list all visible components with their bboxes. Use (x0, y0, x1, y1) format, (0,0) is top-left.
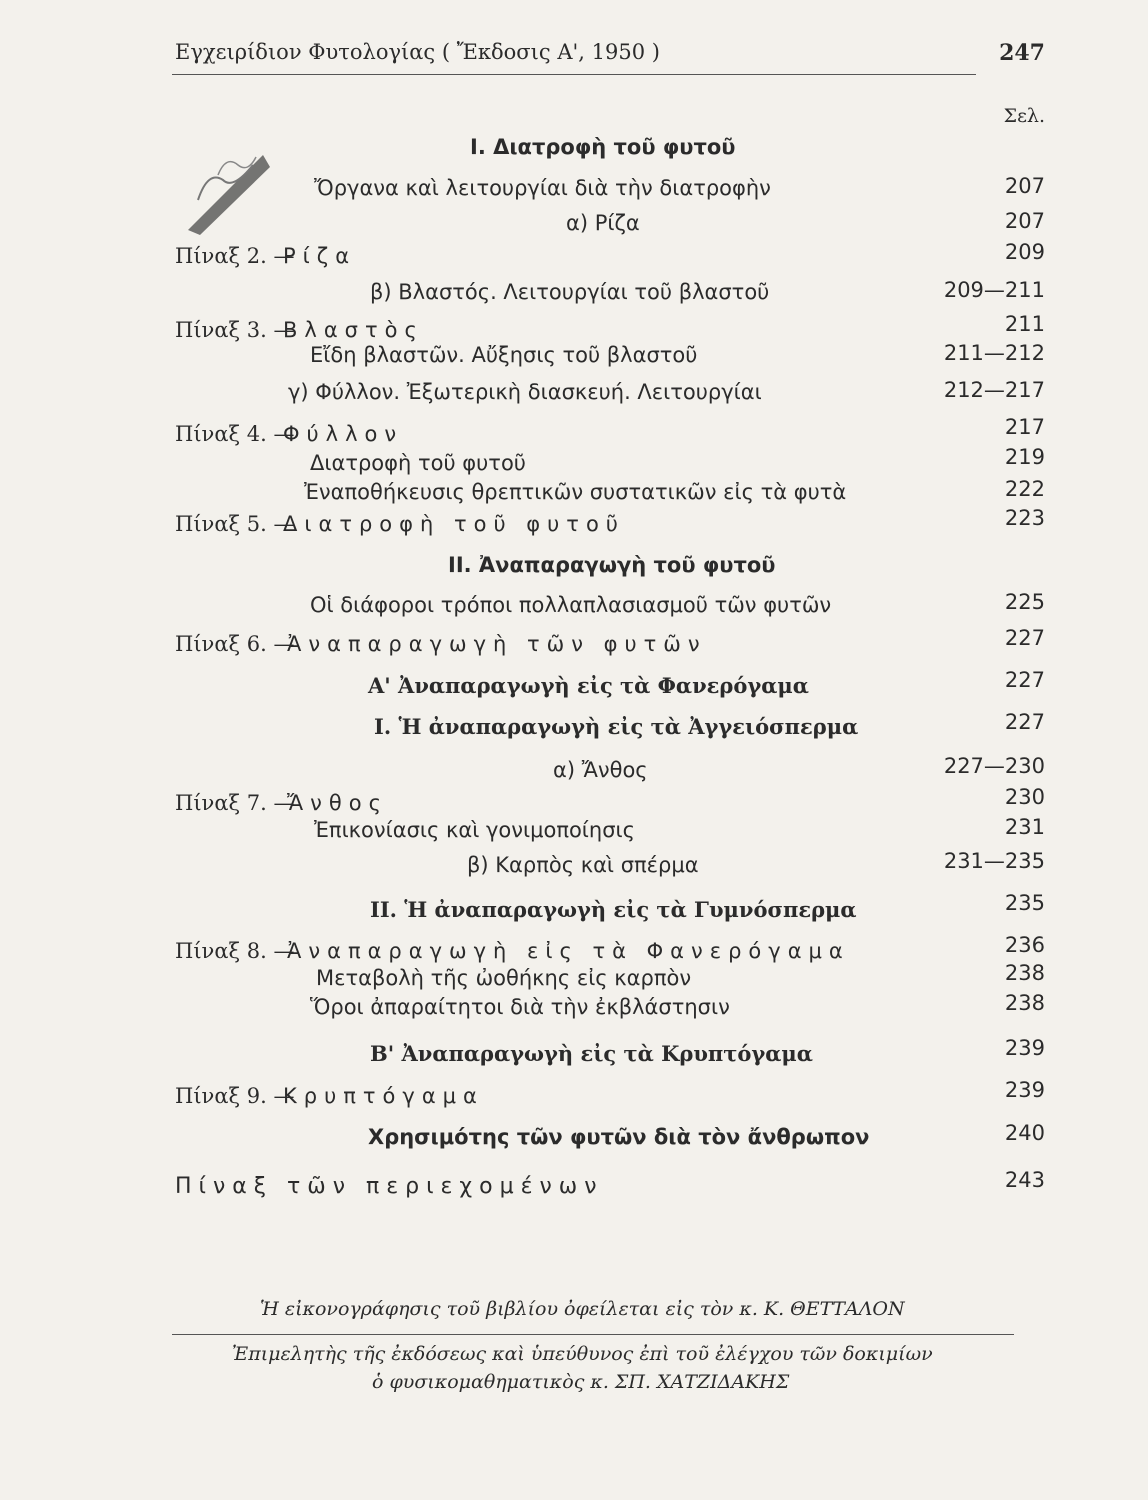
toc-page: 207 (1004, 209, 1045, 233)
toc-page: 209 (1004, 240, 1045, 264)
table-title: Φύλλον (283, 422, 404, 446)
toc-entry: Ἐναποθήκευσις θρεπτικῶν συστατικῶν εἰς τὰ φυτὰ (304, 480, 847, 504)
table-label: Πίναξ 7. — (175, 791, 295, 815)
toc-page: 211—212 (943, 341, 1045, 365)
toc-page: 239 (1004, 1078, 1045, 1102)
toc-page: 239 (1004, 1036, 1045, 1060)
table-title: Ἄνθος (287, 791, 388, 815)
toc-entry: Ὄργανα καὶ λειτουργίαι διὰ τὴν διατροφὴν (314, 176, 771, 200)
toc-page: 225 (1004, 590, 1045, 614)
toc-page: 236 (1004, 933, 1045, 957)
subsection-heading: ΙΙ. Ἡ ἀναπαραγωγὴ εἰς τὰ Γυμνόσπερμα (370, 897, 857, 922)
toc-entry: Ὅροι ἀπαραίτητοι διὰ τὴν ἐκβλάστησιν (310, 995, 730, 1019)
header-rule (172, 74, 976, 75)
toc-entry: Οἱ διάφοροι τρόποι πολλαπλασιασμοῦ τῶν φυτῶν (310, 593, 832, 617)
table-label: Πίναξ 6. — (175, 632, 295, 656)
subsection-heading: Α' Ἀναπαραγωγὴ εἰς τὰ Φανερόγαμα (368, 673, 809, 698)
running-header: Εγχειρίδιον Φυτολογίας ( Ἔκδοσις Α', 1950 ) (175, 40, 660, 64)
toc-page: 231 (1004, 815, 1045, 839)
table-label: Πίναξ 8. — (175, 939, 295, 963)
table-title: Ἀναπαραγωγὴ τῶν φυτῶν (287, 632, 707, 656)
toc-page: 240 (1004, 1121, 1045, 1145)
table-title: Ἀναπαραγωγὴ εἰς τὰ Φανερόγαμα (287, 939, 850, 963)
toc-entry-contents: Πίναξ τῶν περιεχομένων (175, 1174, 604, 1199)
pencil-scribble-drawing (178, 145, 273, 237)
toc-page: 230 (1004, 785, 1045, 809)
editor-credit-line-2: ὁ φυσικομαθηματικὸς κ. ΣΠ. ΧΑΤΖΙΔΑΚΗΣ (372, 1371, 790, 1393)
toc-page: 227 (1004, 626, 1045, 650)
toc-page: 227—230 (943, 754, 1045, 778)
toc-entry: Εἴδη βλαστῶν. Αὔξησις τοῦ βλαστοῦ (310, 343, 698, 367)
toc-entry: β) Βλαστός. Λειτουργίαι τοῦ βλαστοῦ (370, 280, 770, 304)
table-title: Ρίζα (283, 244, 357, 268)
editor-credit-line-1: Ἐπιμελητὴς τῆς ἐκδόσεως καὶ ὑπεύθυνος ἐπὶ τοῦ ἐλέγχου τῶν δοκιμίων (232, 1343, 933, 1365)
toc-page: 238 (1004, 961, 1045, 985)
toc-entry: Διατροφὴ τοῦ φυτοῦ (310, 451, 526, 475)
toc-page: 227 (1004, 710, 1045, 734)
toc-page: 211 (1004, 312, 1045, 336)
table-title: Κρυπτόγαμα (283, 1084, 484, 1108)
table-title: Βλαστὸς (283, 318, 424, 342)
toc-entry: α) Ἄνθος (553, 758, 648, 782)
table-title: Διατροφὴ τοῦ φυτοῦ (283, 512, 625, 536)
toc-page: 231—235 (943, 849, 1045, 873)
table-label: Πίναξ 5. — (175, 512, 295, 536)
toc-page: 223 (1004, 506, 1045, 530)
toc-page: 243 (1004, 1168, 1045, 1192)
subsection-heading: Β' Ἀναπαραγωγὴ εἰς τὰ Κρυπτόγαμα (370, 1041, 813, 1066)
pages-column-label: Σελ. (1003, 105, 1045, 127)
table-label: Πίναξ 4. — (175, 422, 295, 446)
toc-page: 235 (1004, 891, 1045, 915)
toc-page: 207 (1004, 174, 1045, 198)
toc-entry: α) Ρίζα (566, 211, 640, 235)
table-label: Πίναξ 3. — (175, 318, 295, 342)
section-heading: ΙΙ. Ἀναπαραγωγὴ τοῦ φυτοῦ (448, 553, 776, 577)
toc-page: 212—217 (943, 378, 1045, 402)
footer-rule (172, 1334, 1014, 1335)
toc-entry: γ) Φύλλον. Ἐξωτερικὴ διασκευή. Λειτουργίαι (288, 380, 762, 404)
table-label: Πίναξ 2. — (175, 244, 295, 268)
toc-page: 219 (1004, 445, 1045, 469)
toc-entry: Ἐπικονίασις καὶ γονιμοποίησις (314, 818, 635, 842)
section-heading: Χρησιμότης τῶν φυτῶν διὰ τὸν ἄνθρωπον (368, 1125, 870, 1149)
toc-page: 222 (1004, 477, 1045, 501)
subsection-heading: Ι. Ἡ ἀναπαραγωγὴ εἰς τὰ Ἀγγειόσπερμα (374, 714, 859, 739)
toc-entry: β) Καρπὸς καὶ σπέρμα (467, 853, 699, 877)
section-heading: Ι. Διατροφὴ τοῦ φυτοῦ (470, 135, 736, 159)
toc-entry: Μεταβολὴ τῆς ὠοθήκης εἰς καρπὸν (316, 966, 692, 990)
toc-page: 209—211 (943, 278, 1045, 302)
illustrations-credit: Ἡ εἰκονογράφησις τοῦ βιβλίου ὀφείλεται εἰς τὸν κ. Κ. ΘΕΤΤΑΛΟΝ (260, 1298, 905, 1320)
toc-page: 238 (1004, 991, 1045, 1015)
toc-page: 227 (1004, 668, 1045, 692)
toc-page: 217 (1004, 415, 1045, 439)
table-label: Πίναξ 9. — (175, 1084, 295, 1108)
page-number: 247 (999, 40, 1045, 66)
